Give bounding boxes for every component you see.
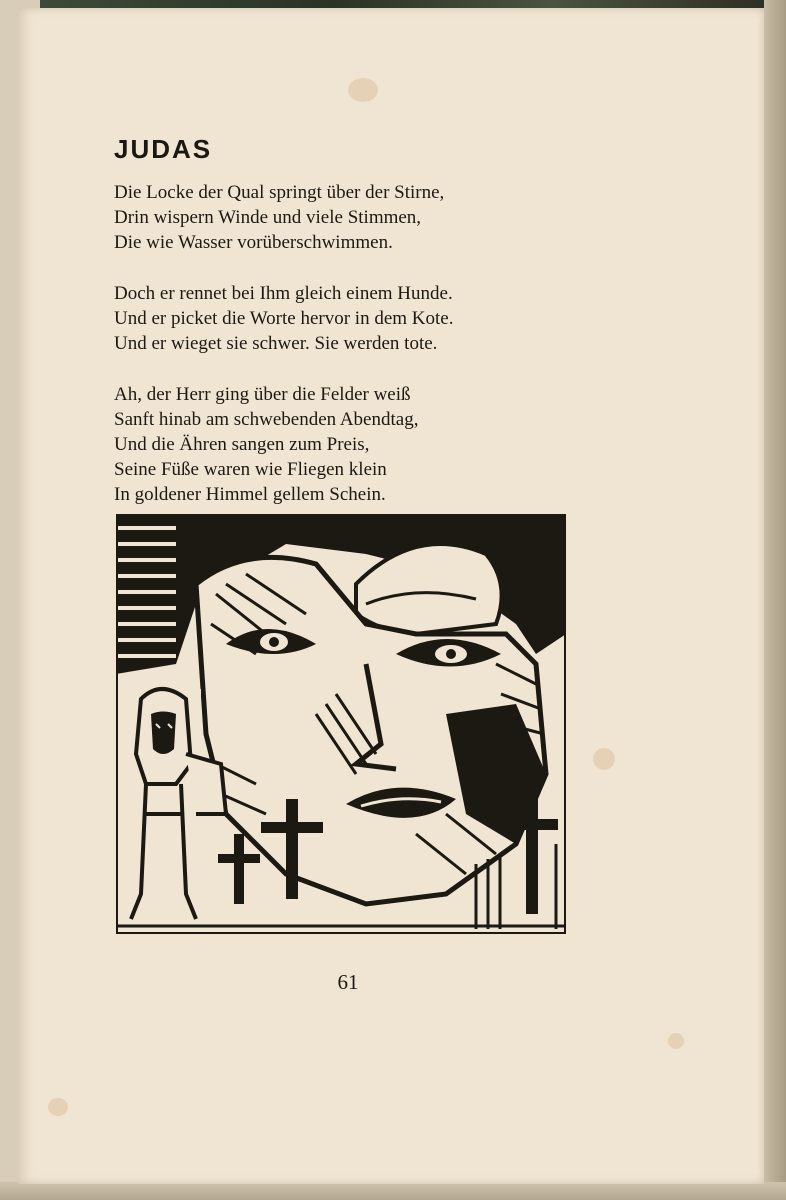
poem-line: In goldener Himmel gellem Schein.: [114, 484, 386, 505]
stanza-1: [114, 180, 444, 255]
poem-line: Seine Füße waren wie Fliegen klein: [114, 459, 387, 480]
poem-title: JUDAS: [114, 134, 213, 164]
poem-line: Ah, der Herr ging über die Felder weiß: [114, 384, 411, 405]
stanza-2: [114, 281, 454, 356]
book-bottom-edge: [0, 1182, 786, 1200]
poem-line: Und er wieget sie schwer. Sie werden tote.: [114, 333, 438, 354]
poem-line: Und er picket die Worte hervor in dem Kote.: [114, 308, 454, 329]
page-edges: [764, 0, 786, 1200]
poem-line: Und die Ähren sangen zum Preis,: [114, 434, 370, 455]
foxing-spot: [348, 78, 378, 102]
poem-line: Doch er rennet bei Ihm gleich einem Hunde.: [114, 283, 453, 304]
stanza-3: [114, 382, 418, 507]
poem-line: Drin wispern Winde und viele Stimmen,: [114, 207, 422, 228]
poem-line: Sanft hinab am schwebenden Abendtag,: [114, 409, 419, 430]
poem-line: Die Locke der Qual springt über der Stirne,: [114, 182, 445, 203]
book-page: [18, 8, 764, 1184]
foxing-spot: [593, 748, 615, 770]
woodcut-illustration-icon: [116, 514, 566, 934]
poem-line: Die wie Wasser vorüberschwimmen.: [114, 232, 393, 253]
page-number: 61: [337, 970, 359, 994]
foxing-spot: [668, 1033, 684, 1049]
foxing-spot: [48, 1098, 68, 1116]
